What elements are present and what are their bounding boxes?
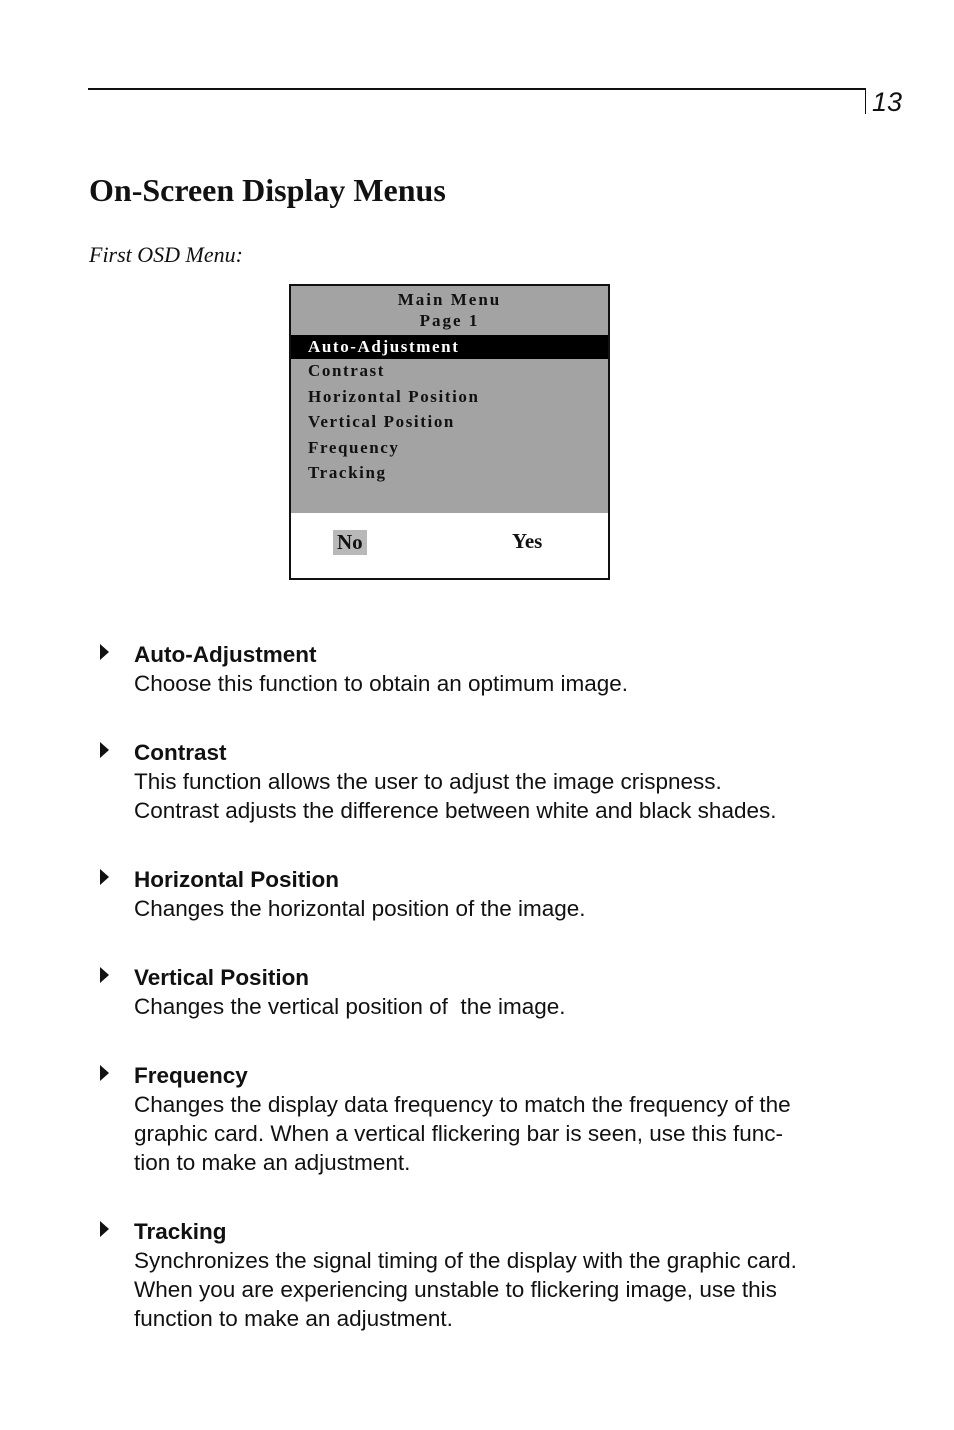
description-text [134,669,864,698]
description-line: Changes the display data frequency to match the frequency of the [134,1092,791,1117]
osd-item-frequency: Frequency [308,438,400,457]
description-text [134,1246,864,1333]
page-number: 13 [872,87,903,117]
bullet-arrow-icon [100,967,109,983]
osd-menu-title: Main Menu [397,290,502,309]
header-rule-tick [865,88,866,114]
description-line: Synchronizes the signal timing of the display with the graphic card. [134,1248,797,1273]
osd-item-contrast: Contrast [308,361,386,380]
osd-menu-panel [291,286,608,513]
page-title: On-Screen Display Menus [89,172,446,208]
figure-caption: First OSD Menu: [89,242,243,267]
osd-menu-figure [289,284,610,580]
bullet-arrow-icon [100,1065,109,1081]
description-text [134,992,864,1021]
osd-item-horizontal-position: Horizontal Position [308,387,480,406]
description-term: Contrast [134,740,227,765]
description-line: graphic card. When a vertical flickering bar is seen, use this func- [134,1121,784,1146]
header-rule [88,88,865,90]
description-line: Changes the horizontal position of the image. [134,896,586,921]
osd-item-auto-adjustment: Auto-Adjustment [291,335,608,359]
description-line: When you are experiencing unstable to flickering image, use this [134,1277,777,1302]
description-term: Frequency [134,1063,248,1088]
description-term: Horizontal Position [134,867,339,892]
osd-item-tracking: Tracking [308,463,387,482]
bullet-arrow-icon [100,644,109,660]
osd-yes-button: Yes [512,529,543,553]
description-line: Choose this function to obtain an optimum image. [134,671,629,696]
description-line: tion to make an adjustment. [134,1150,411,1175]
description-line: Contrast adjusts the difference between white and black shades. [134,798,777,823]
description-line: This function allows the user to adjust the image crispness. [134,769,722,794]
description-text [134,1090,864,1177]
description-line: function to make an adjustment. [134,1306,453,1331]
description-term: Tracking [134,1219,227,1244]
description-term: Vertical Position [134,965,310,990]
osd-item-vertical-position: Vertical Position [308,412,455,431]
description-text [134,767,864,825]
bullet-arrow-icon [100,742,109,758]
osd-menu-page: Page 1 [419,311,480,330]
description-term: Auto-Adjustment [134,642,317,667]
description-line: Changes the vertical position of the image. [134,994,566,1019]
description-text [134,894,864,923]
osd-no-button: No [333,530,367,555]
bullet-arrow-icon [100,1221,109,1237]
bullet-arrow-icon [100,869,109,885]
